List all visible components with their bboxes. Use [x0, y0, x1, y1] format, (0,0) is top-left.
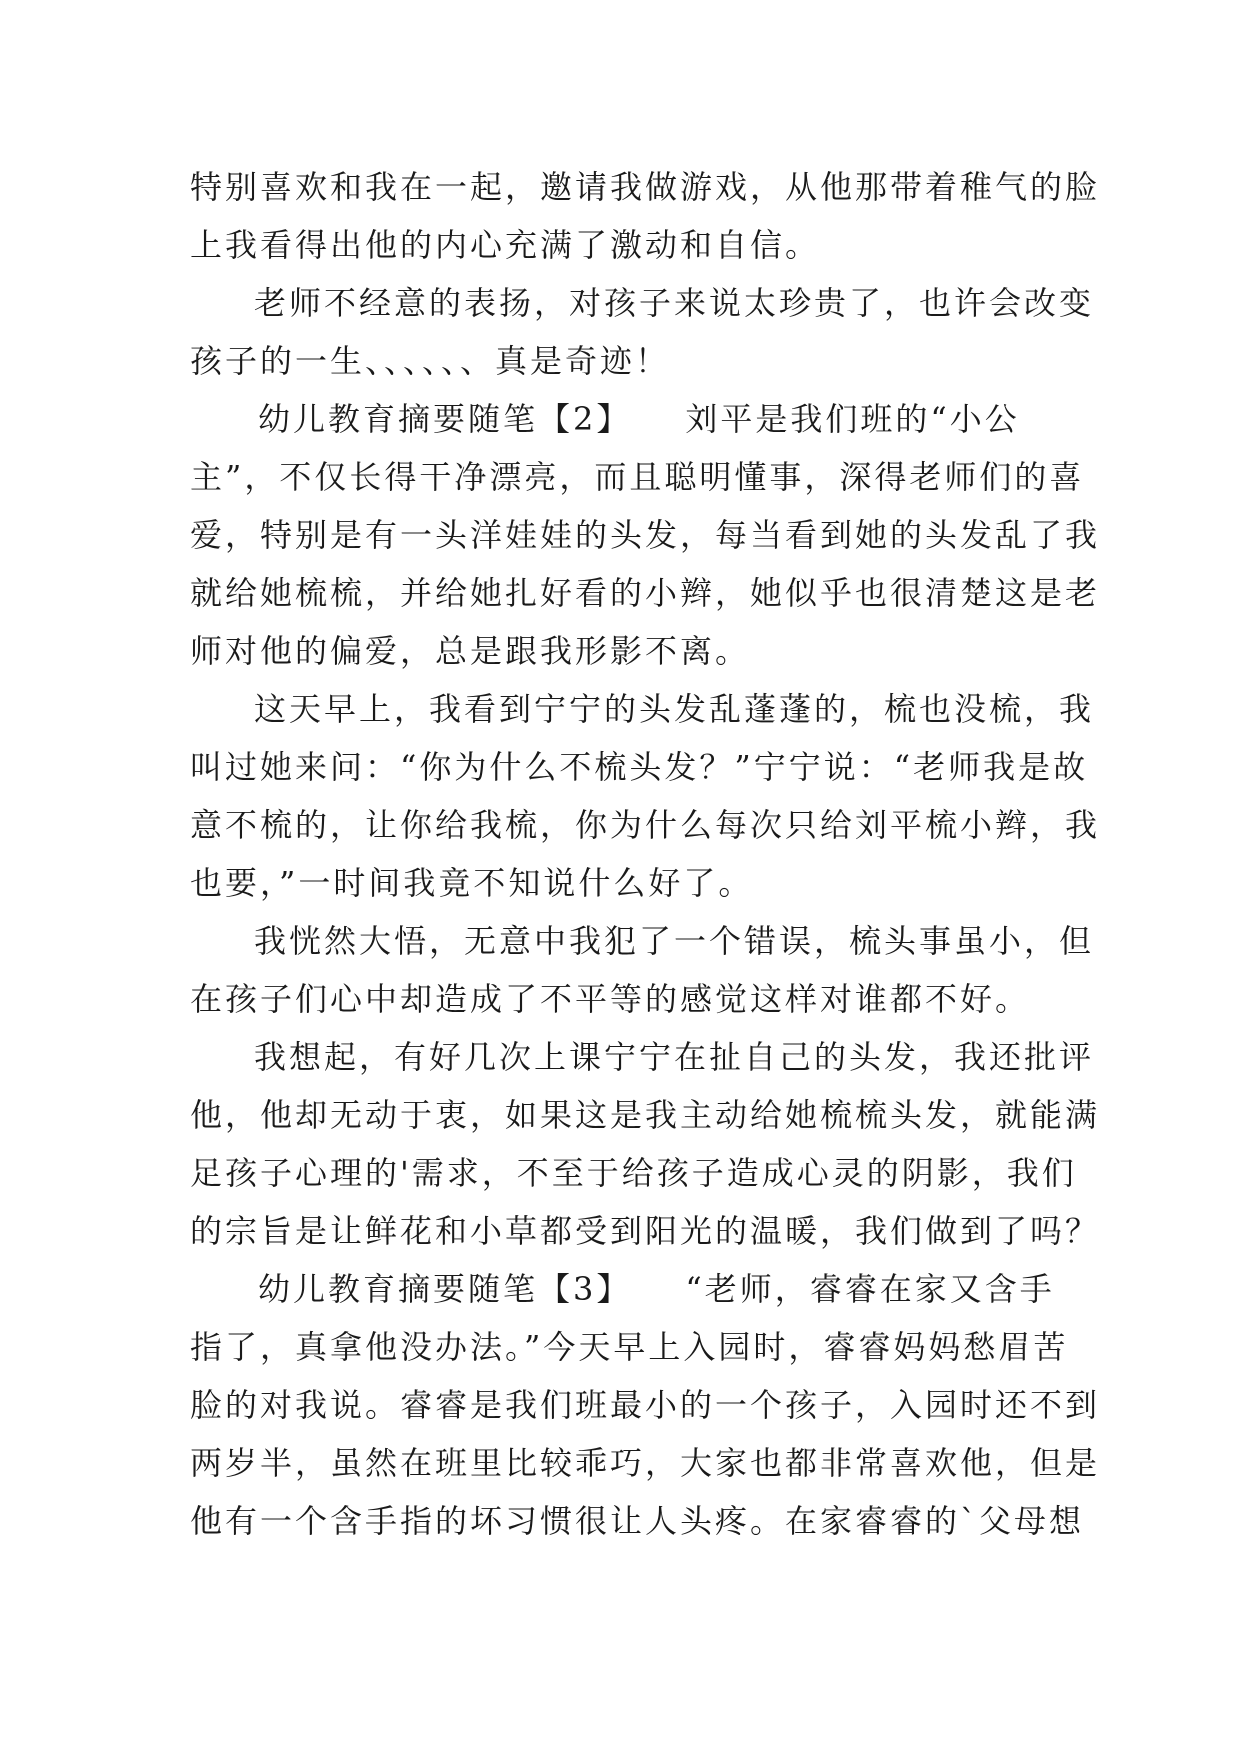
section-heading-line: 幼儿教育摘要随笔【2】 刘平是我们班的“小公	[258, 400, 1020, 438]
text-line: 脸的对我说。睿睿是我们班最小的一个孩子，入园时还不到	[190, 1386, 1101, 1424]
text-line: 两岁半，虽然在班里比较乖巧，大家也都非常喜欢他，但是	[190, 1444, 1101, 1482]
text-line: 爱，特别是有一头洋娃娃的头发，每当看到她的头发乱了我	[190, 516, 1101, 554]
text-line: 意不梳的，让你给我梳，你为什么每次只给刘平梳小辫，我	[190, 806, 1101, 844]
text-line: 足孩子心理的'需求，不至于给孩子造成心灵的阴影，我们	[190, 1154, 1077, 1192]
text-line: 叫过她来问：“你为什么不梳头发？”宁宁说：“老师我是故	[190, 748, 1089, 786]
text-line: 指了，真拿他没办法。”今天早上入园时，睿睿妈妈愁眉苦	[190, 1328, 1069, 1366]
section-heading-line: 幼儿教育摘要随笔【3】 “老师，睿睿在家又含手	[258, 1270, 1055, 1308]
paragraph-start-line: 老师不经意的表扬，对孩子来说太珍贵了，也许会改变	[254, 284, 1095, 322]
text-line: 就给她梳梳，并给她扎好看的小辫，她似乎也很清楚这是老	[190, 574, 1101, 612]
paragraph-start-line: 我想起，有好几次上课宁宁在扯自己的头发，我还批评	[254, 1038, 1095, 1076]
body-text	[190, 158, 1101, 1550]
text-line: 特别喜欢和我在一起，邀请我做游戏，从他那带着稚气的脸	[190, 168, 1101, 206]
text-line: 在孩子们心中却造成了不平等的感觉这样对谁都不好。	[190, 980, 1031, 1018]
paragraph-start-line: 这天早上，我看到宁宁的头发乱蓬蓬的，梳也没梳，我	[254, 690, 1095, 728]
text-line: 上我看得出他的内心充满了激动和自信。	[190, 226, 821, 264]
paragraph-start-line: 我恍然大悟，无意中我犯了一个错误，梳头事虽小，但	[254, 922, 1095, 960]
text-line: 他有一个含手指的坏习惯很让人头疼。在家睿睿的`父母想	[190, 1502, 1085, 1540]
text-line: 的宗旨是让鲜花和小草都受到阳光的温暖，我们做到了吗？	[190, 1212, 1101, 1250]
text-line: 也要，”一时间我竟不知说什么好了。	[190, 864, 754, 902]
text-line: 他，他却无动于衷，如果这是我主动给她梳梳头发，就能满	[190, 1096, 1101, 1134]
text-line: 孩子的一生、、、、、、真是奇迹！	[190, 342, 671, 380]
text-line: 师对他的偏爱，总是跟我形影不离。	[190, 632, 751, 670]
text-line: 主”，不仅长得干净漂亮，而且聪明懂事，深得老师们的喜	[190, 458, 1085, 496]
